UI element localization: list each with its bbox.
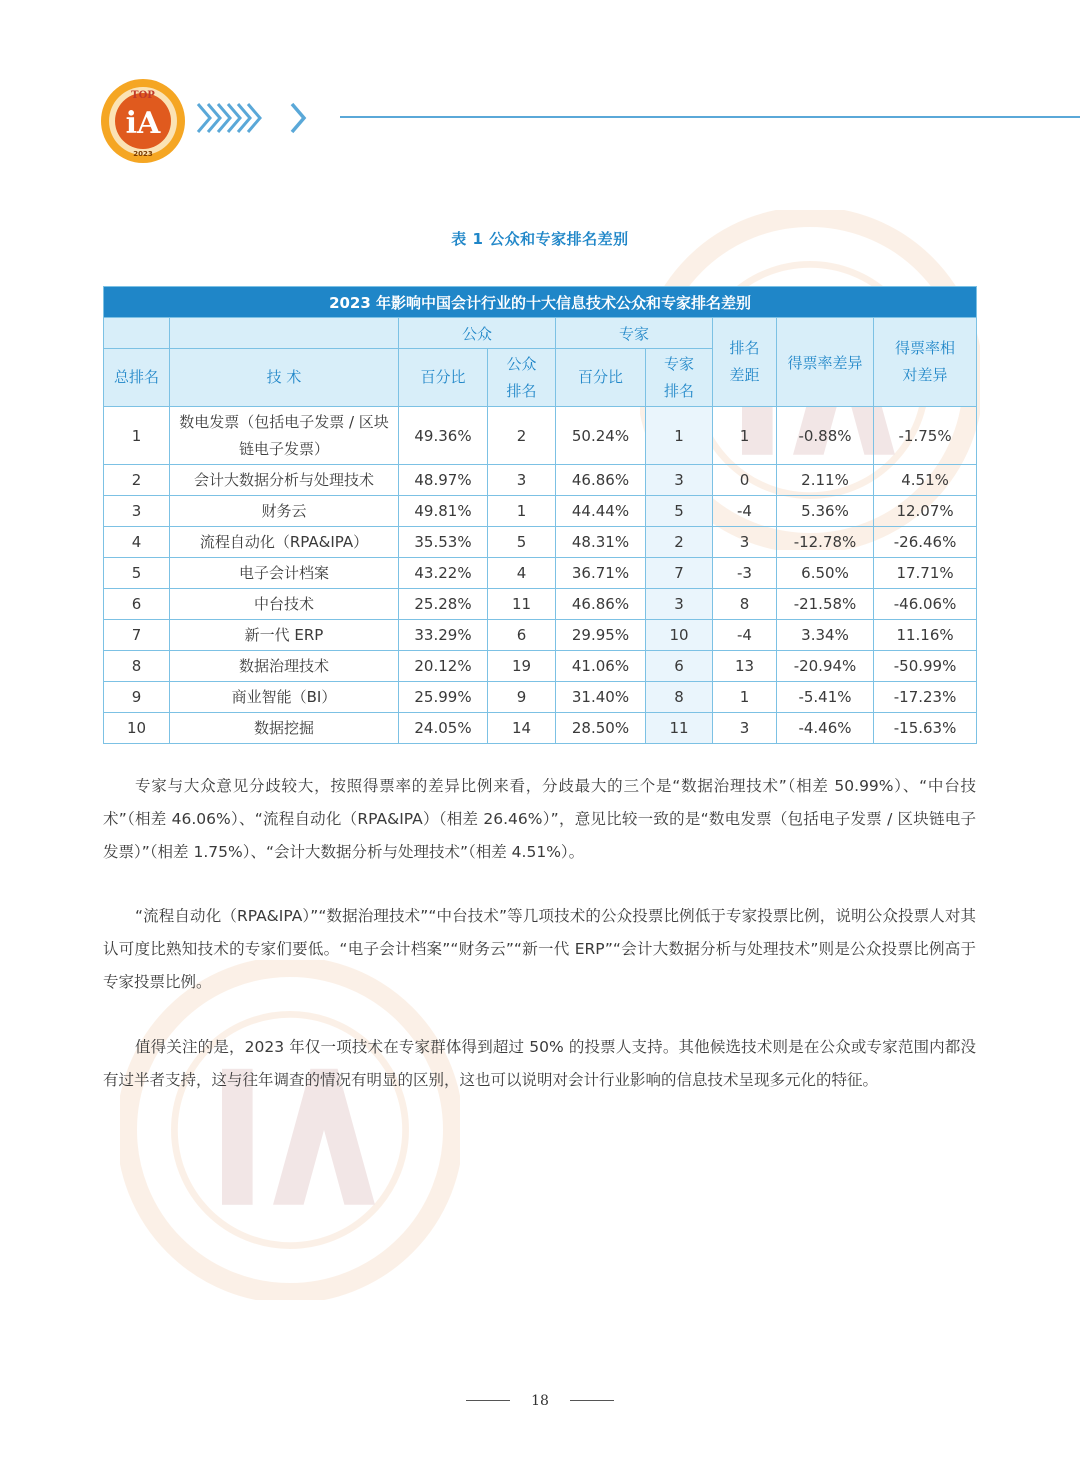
cell-public-rank: 19 [488,651,556,682]
cell-expert-pct: 50.24% [556,407,646,465]
cell-relative-diff: -26.46% [874,527,977,558]
table-row [104,558,977,589]
table-row [104,407,977,465]
cell-tech: 流程自动化（RPA&IPA） [170,527,399,558]
cell-public-pct: 25.28% [399,589,488,620]
cell-expert-pct: 36.71% [556,558,646,589]
cell-expert-rank: 5 [646,496,713,527]
cell-rate-diff: -5.41% [777,682,874,713]
cell-public-pct: 24.05% [399,713,488,744]
cell-expert-pct: 31.40% [556,682,646,713]
cell-rank-gap: -4 [713,496,777,527]
cell-expert-pct: 41.06% [556,651,646,682]
cell-expert-pct: 48.31% [556,527,646,558]
cell-rank: 9 [104,682,170,713]
cell-tech: 会计大数据分析与处理技术 [170,465,399,496]
table-row [104,527,977,558]
cell-rate-diff: 6.50% [777,558,874,589]
cell-relative-diff: -17.23% [874,682,977,713]
cell-public-rank: 3 [488,465,556,496]
header-public-pct: 百分比 [399,349,488,407]
cell-tech: 商业智能（BI） [170,682,399,713]
cell-rank: 6 [104,589,170,620]
table-row [104,620,977,651]
header-relative-diff [874,318,977,407]
cell-rank-gap: 1 [713,407,777,465]
cell-rank-gap: 0 [713,465,777,496]
cell-rank: 1 [104,407,170,465]
cell-relative-diff: 4.51% [874,465,977,496]
cell-public-rank: 11 [488,589,556,620]
header-rate-diff: 得票率差异 [777,318,874,407]
cell-tech: 电子会计档案 [170,558,399,589]
cell-public-rank: 2 [488,407,556,465]
cell-relative-diff: -1.75% [874,407,977,465]
cell-relative-diff: -15.63% [874,713,977,744]
cell-expert-rank: 3 [646,589,713,620]
cell-relative-diff: 17.71% [874,558,977,589]
cell-expert-rank: 7 [646,558,713,589]
cell-public-rank: 9 [488,682,556,713]
cell-expert-pct: 46.86% [556,589,646,620]
table-caption: 表 1 公众和专家排名差别 [451,230,629,248]
table-row [104,713,977,744]
footer-rule-right [570,1400,614,1401]
cell-tech: 新一代 ERP [170,620,399,651]
cell-public-pct: 49.36% [399,407,488,465]
cell-expert-rank: 3 [646,465,713,496]
header-public-rank-label: 公众排名 [506,354,537,400]
cell-public-pct: 49.81% [399,496,488,527]
cell-rank-gap: -3 [713,558,777,589]
cell-rank-gap: 3 [713,527,777,558]
cell-public-pct: 43.22% [399,558,488,589]
cell-rank-gap: 1 [713,682,777,713]
header-rank-gap-label: 排名差距 [729,339,760,384]
header-public-group: 公众 [399,318,556,349]
cell-expert-rank: 6 [646,651,713,682]
header-public-rank [488,349,556,407]
cell-rate-diff: -0.88% [777,407,874,465]
cell-public-rank: 4 [488,558,556,589]
cell-rank: 8 [104,651,170,682]
header-expert-pct: 百分比 [556,349,646,407]
paragraph-note: 值得关注的是，2023 年仅一项技术在专家群体得到超过 50% 的投票人支持。其他候选技术则是在公众或专家范围内都没有过半者支持，这与往年调查的情况有明显的区别，这也可以说明对会计行业影响的信息技术呈现多元化的特征。 [103,1038,976,1089]
header-expert-group: 专家 [556,318,713,349]
cell-public-pct: 33.29% [399,620,488,651]
cell-relative-diff: -50.99% [874,651,977,682]
chevron-arrows-icon [196,98,316,138]
header-rank-gap [713,318,777,407]
cell-public-rank: 14 [488,713,556,744]
cell-rate-diff: 5.36% [777,496,874,527]
cell-expert-pct: 46.86% [556,465,646,496]
cell-tech: 数电发票（包括电子发票 / 区块链电子发票） [170,407,399,465]
cell-rank-gap: 13 [713,651,777,682]
header-relative-diff-label: 得票率相对差异 [895,339,956,384]
footer-rule-left [466,1400,510,1401]
logo-year: 2023 [133,150,153,158]
table-row [104,589,977,620]
cell-public-rank: 1 [488,496,556,527]
ranking-table [103,286,976,744]
table-row [104,465,977,496]
table-row [104,682,977,713]
table-row [104,496,977,527]
cell-rate-diff: 2.11% [777,465,874,496]
page-number: 18 [531,1392,549,1409]
cell-rank: 5 [104,558,170,589]
cell-rank: 10 [104,713,170,744]
cell-relative-diff: -46.06% [874,589,977,620]
header-expert-rank-label: 专家排名 [663,354,694,400]
table-title: 2023 年影响中国会计行业的十大信息技术公众和专家排名差别 [104,287,977,318]
cell-rate-diff: 3.34% [777,620,874,651]
cell-rate-diff: -12.78% [777,527,874,558]
cell-rank: 2 [104,465,170,496]
cell-public-rank: 6 [488,620,556,651]
cell-rank: 4 [104,527,170,558]
cell-tech: 数据治理技术 [170,651,399,682]
cell-expert-pct: 29.95% [556,620,646,651]
cell-public-rank: 5 [488,527,556,558]
cell-rate-diff: -21.58% [777,589,874,620]
cell-rank-gap: -4 [713,620,777,651]
paragraph-divergence: 专家与大众意见分歧较大，按照得票率的差异比例来看，分歧最大的三个是“数据治理技术”（相差 50.99%）、“中台技术”（相差 46.06%）、“流程自动化（RPA&IPA）（相差 26.46%）”，意见比较一致的是“数电发票（包括电子发票 / 区块链电子发票）”（相差 1.75%）、“会计大数据分析与处理技术”（相差 4.51%）。 [103,777,976,861]
logo-top-text: TOP [131,90,155,101]
cell-tech: 数据挖掘 [170,713,399,744]
cell-rank-gap: 3 [713,713,777,744]
header-rule [340,116,1080,118]
cell-public-pct: 48.97% [399,465,488,496]
cell-public-pct: 25.99% [399,682,488,713]
cell-rate-diff: -20.94% [777,651,874,682]
cell-rank: 7 [104,620,170,651]
cell-relative-diff: 12.07% [874,496,977,527]
cell-tech: 财务云 [170,496,399,527]
cell-rank-gap: 8 [713,589,777,620]
cell-public-pct: 35.53% [399,527,488,558]
cell-rate-diff: -4.46% [777,713,874,744]
cell-expert-rank: 2 [646,527,713,558]
page-footer [0,1390,1080,1409]
top-ia-logo [100,78,186,164]
logo-main-text: iA [125,106,161,141]
watermark-logo-icon [120,960,460,1300]
cell-expert-rank: 1 [646,407,713,465]
cell-rank: 3 [104,496,170,527]
header-expert-rank [646,349,713,407]
cell-expert-pct: 28.50% [556,713,646,744]
paragraph-vote-ratio: “流程自动化（RPA&IPA）”“数据治理技术”“中台技术”等几项技术的公众投票比例低于专家投票比例，说明公众投票人对其认可度比熟知技术的专家们要低。“电子会计档案”“财务云”“新一代 ERP”“会计大数据分析与处理技术”则是公众投票比例高于专家投票比例。 [103,907,976,991]
cell-expert-rank: 10 [646,620,713,651]
header-overall-rank: 总排名 [104,349,170,407]
cell-expert-pct: 44.44% [556,496,646,527]
header-tech: 技 术 [170,349,399,407]
cell-expert-rank: 8 [646,682,713,713]
cell-relative-diff: 11.16% [874,620,977,651]
cell-expert-rank: 11 [646,713,713,744]
cell-tech: 中台技术 [170,589,399,620]
header-blank [104,318,170,349]
cell-public-pct: 20.12% [399,651,488,682]
header-blank [170,318,399,349]
table-row [104,651,977,682]
